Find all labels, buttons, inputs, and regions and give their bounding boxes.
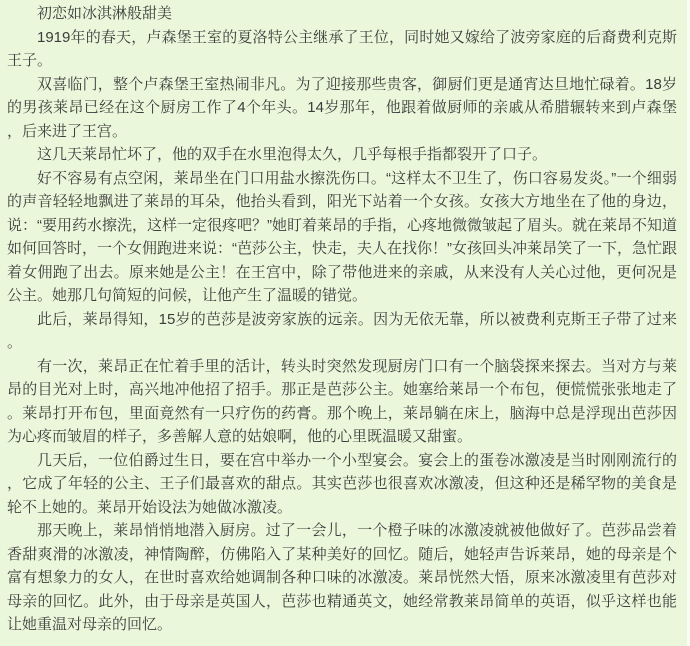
paragraph: 那天晚上，莱昂悄悄地潜入厨房。过了一会儿，一个橙子味的冰激凌就被他做好了。芭莎品尝着香甜爽滑的冰激凌，神情陶醉，仿佛陷入了某种美好的回忆。随后，她轻声告诉莱昂，她的母亲是个富有想象力的女人，在世时喜欢给她调制各种口味的冰激凌。莱昂恍然大悟，原来冰激凌里有芭莎对母亲的回忆。此外，由于母亲是英国人，芭莎也精通英文，她经常教莱昂简单的英语，似乎这样也能让她重温对母亲的回忆。 [7, 522, 677, 633]
paragraph: 此后，莱昂得知，15岁的芭莎是波旁家族的远亲。因为无依无靠，所以被费利克斯王子带了过来。 [7, 310, 677, 351]
paragraph: 双喜临门，整个卢森堡王室热闹非凡。为了迎接那些贵客，御厨们更是通宵达旦地忙碌着。18岁的男孩莱昂已经在这个厨房工作了4个年头。14岁那年，他跟着做厨师的亲戚从希腊辗转来到卢森堡，后来进了王宫。 [7, 75, 677, 140]
paragraph: 好不容易有点空闲，莱昂坐在门口用盐水擦洗伤口。“这样太不卫生了，伤口容易发炎。”一个细弱的声音轻轻地飘进了莱昂的耳朵，他抬头看到，阳光下站着一个女孩。女孩大方地坐在了他的身边，说：“要用药水擦洗，这样一定很疼吧？”她盯着莱昂的手指，心疼地微微皱起了眉头。就在莱昂不知道如何回答时，一个女佣跑进来说：“芭莎公主，快走，夫人在找你！”女孩回头冲莱昂笑了一下，急忙跟着女佣跑了出去。原来她是公主！在王宫中，除了带他进来的亲戚，从来没有人关心过他，更何况是公主。她那几句简短的问候，让他产生了温暖的错觉。 [7, 169, 677, 304]
paragraph: 这几天莱昂忙坏了，他的双手在水里泡得太久，几乎每根手指都裂开了口子。 [37, 146, 548, 163]
paragraph: 有一次，莱昂正在忙着手里的活计，转头时突然发现厨房门口有一个脑袋探来探去。当对方与莱昂的目光对上时，高兴地冲他招了招手。那正是芭莎公主。她塞给莱昂一个布包，便慌慌张张地走了。莱昂打开布包，里面竟然有一只疗伤的药膏。那个晚上，莱昂躺在床上，脑海中总是浮现出芭莎因为心疼而皱眉的样子，多善解人意的姑娘啊，他的心里既温暖又甜蜜。 [7, 357, 677, 445]
article-title: 初恋如冰淇淋般甜美 [37, 5, 173, 22]
paragraph: 1919年的春天，卢森堡王室的夏洛特公主继承了王位，同时她又嫁给了波旁家庭的后裔费利克斯王子。 [7, 28, 677, 69]
paragraph: 几天后，一位伯爵过生日，要在宫中举办一个小型宴会。宴会上的蛋卷冰激凌是当时刚刚流行的，它成了年轻的公主、王子们最喜欢的甜点。其实芭莎也很喜欢冰激凌，但这种还是稀罕物的美食是轮不上她的。莱昂开始设法为她做冰激凌。 [7, 451, 677, 516]
article-body [7, 26, 677, 637]
